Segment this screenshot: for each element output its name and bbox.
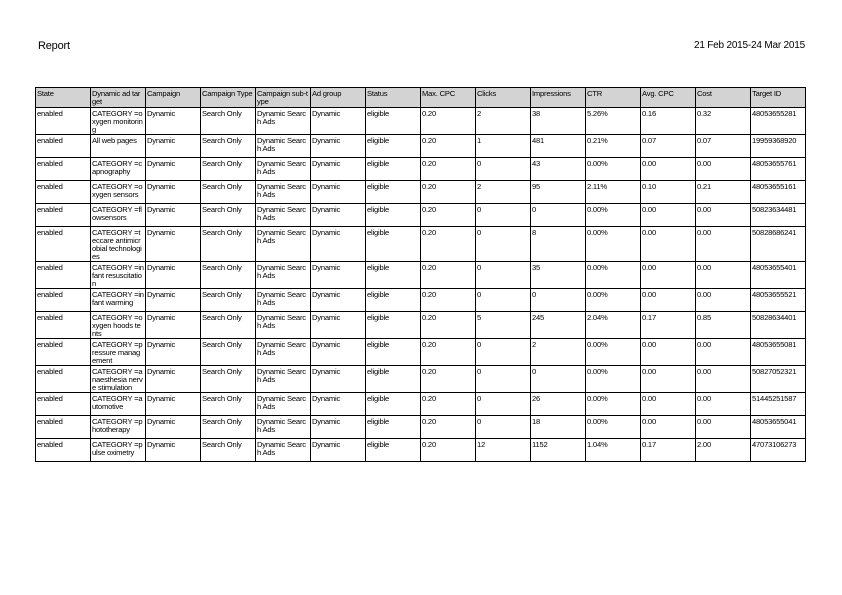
- clicks-cell: 0: [476, 339, 531, 366]
- cost-cell: 2.00: [696, 439, 751, 462]
- ad-group-cell: Dynamic: [311, 416, 366, 439]
- max-cpc-cell: 0.20: [421, 289, 476, 312]
- target-cell: CATEGORY =oxygen sensors: [91, 181, 146, 204]
- ctr-cell: 0.21%: [586, 135, 641, 158]
- state-cell: enabled: [36, 227, 91, 262]
- campaign-cell: Dynamic: [146, 366, 201, 393]
- impressions-cell: 0: [531, 366, 586, 393]
- impressions-cell: 0: [531, 204, 586, 227]
- avg-cpc-cell: 0.10: [641, 181, 696, 204]
- max-cpc-cell: 0.20: [421, 262, 476, 289]
- target-cell: CATEGORY =oxygen hoods tents: [91, 312, 146, 339]
- max-cpc-cell: 0.20: [421, 108, 476, 135]
- clicks-cell: 0: [476, 158, 531, 181]
- campaign-type-cell: Search Only: [201, 393, 256, 416]
- target-cell: CATEGORY =oxygen monitoring: [91, 108, 146, 135]
- avg-cpc-cell: 0.00: [641, 262, 696, 289]
- campaign-subtype-cell: Dynamic Search Ads: [256, 339, 311, 366]
- impressions-cell: 43: [531, 158, 586, 181]
- cost-cell: 0.00: [696, 289, 751, 312]
- column-header: Campaign Type: [201, 88, 256, 108]
- campaign-subtype-cell: Dynamic Search Ads: [256, 393, 311, 416]
- campaign-cell: Dynamic: [146, 108, 201, 135]
- max-cpc-cell: 0.20: [421, 366, 476, 393]
- cost-cell: 0.32: [696, 108, 751, 135]
- target-id-cell: 50827052321: [751, 366, 806, 393]
- state-cell: enabled: [36, 439, 91, 462]
- campaign-type-cell: Search Only: [201, 262, 256, 289]
- target-id-cell: 48053655761: [751, 158, 806, 181]
- table-row: [36, 439, 806, 462]
- column-header: Clicks: [476, 88, 531, 108]
- campaign-type-cell: Search Only: [201, 135, 256, 158]
- target-cell: CATEGORY =flowsensors: [91, 204, 146, 227]
- max-cpc-cell: 0.20: [421, 393, 476, 416]
- ad-group-cell: Dynamic: [311, 181, 366, 204]
- target-cell: CATEGORY =capnography: [91, 158, 146, 181]
- column-header: Avg. CPC: [641, 88, 696, 108]
- campaign-cell: Dynamic: [146, 204, 201, 227]
- ctr-cell: 0.00%: [586, 204, 641, 227]
- campaign-subtype-cell: Dynamic Search Ads: [256, 158, 311, 181]
- ctr-cell: 0.00%: [586, 262, 641, 289]
- impressions-cell: 26: [531, 393, 586, 416]
- target-id-cell: 48053655041: [751, 416, 806, 439]
- target-id-cell: 19959368920: [751, 135, 806, 158]
- clicks-cell: 0: [476, 262, 531, 289]
- campaign-type-cell: Search Only: [201, 108, 256, 135]
- state-cell: enabled: [36, 339, 91, 366]
- campaign-subtype-cell: Dynamic Search Ads: [256, 439, 311, 462]
- campaign-subtype-cell: Dynamic Search Ads: [256, 108, 311, 135]
- ad-group-cell: Dynamic: [311, 158, 366, 181]
- max-cpc-cell: 0.20: [421, 416, 476, 439]
- ad-group-cell: Dynamic: [311, 262, 366, 289]
- table-row: [36, 135, 806, 158]
- target-id-cell: 48053655401: [751, 262, 806, 289]
- target-cell: CATEGORY =phototherapy: [91, 416, 146, 439]
- column-header: Max. CPC: [421, 88, 476, 108]
- campaign-type-cell: Search Only: [201, 227, 256, 262]
- clicks-cell: 2: [476, 181, 531, 204]
- campaign-type-cell: Search Only: [201, 181, 256, 204]
- state-cell: enabled: [36, 204, 91, 227]
- table-row: [36, 204, 806, 227]
- cost-cell: 0.21: [696, 181, 751, 204]
- campaign-subtype-cell: Dynamic Search Ads: [256, 366, 311, 393]
- state-cell: enabled: [36, 262, 91, 289]
- table-row: [36, 416, 806, 439]
- table-row: [36, 366, 806, 393]
- ctr-cell: 0.00%: [586, 416, 641, 439]
- impressions-cell: 18: [531, 416, 586, 439]
- ad-group-cell: Dynamic: [311, 289, 366, 312]
- campaign-type-cell: Search Only: [201, 204, 256, 227]
- table-row: [36, 289, 806, 312]
- campaign-cell: Dynamic: [146, 181, 201, 204]
- ctr-cell: 2.11%: [586, 181, 641, 204]
- status-cell: eligible: [366, 262, 421, 289]
- ad-group-cell: Dynamic: [311, 227, 366, 262]
- state-cell: enabled: [36, 289, 91, 312]
- campaign-cell: Dynamic: [146, 289, 201, 312]
- max-cpc-cell: 0.20: [421, 135, 476, 158]
- column-header: Status: [366, 88, 421, 108]
- impressions-cell: 0: [531, 289, 586, 312]
- ad-group-cell: Dynamic: [311, 339, 366, 366]
- avg-cpc-cell: 0.00: [641, 366, 696, 393]
- clicks-cell: 0: [476, 416, 531, 439]
- avg-cpc-cell: 0.00: [641, 204, 696, 227]
- campaign-subtype-cell: Dynamic Search Ads: [256, 227, 311, 262]
- impressions-cell: 38: [531, 108, 586, 135]
- table-body: [36, 108, 806, 462]
- campaign-type-cell: Search Only: [201, 289, 256, 312]
- table-row: [36, 181, 806, 204]
- max-cpc-cell: 0.20: [421, 439, 476, 462]
- target-id-cell: 50828634401: [751, 312, 806, 339]
- avg-cpc-cell: 0.17: [641, 439, 696, 462]
- avg-cpc-cell: 0.00: [641, 158, 696, 181]
- avg-cpc-cell: 0.17: [641, 312, 696, 339]
- column-header: Target ID: [751, 88, 806, 108]
- status-cell: eligible: [366, 289, 421, 312]
- campaign-subtype-cell: Dynamic Search Ads: [256, 289, 311, 312]
- campaign-subtype-cell: Dynamic Search Ads: [256, 262, 311, 289]
- ctr-cell: 0.00%: [586, 289, 641, 312]
- state-cell: enabled: [36, 158, 91, 181]
- clicks-cell: 2: [476, 108, 531, 135]
- max-cpc-cell: 0.20: [421, 181, 476, 204]
- state-cell: enabled: [36, 312, 91, 339]
- cost-cell: 0.00: [696, 227, 751, 262]
- target-cell: CATEGORY =pressure management: [91, 339, 146, 366]
- cost-cell: 0.00: [696, 393, 751, 416]
- target-id-cell: 50828686241: [751, 227, 806, 262]
- table-row: [36, 393, 806, 416]
- column-header: Impressions: [531, 88, 586, 108]
- status-cell: eligible: [366, 312, 421, 339]
- campaign-type-cell: Search Only: [201, 366, 256, 393]
- table-row: [36, 108, 806, 135]
- campaign-type-cell: Search Only: [201, 312, 256, 339]
- impressions-cell: 8: [531, 227, 586, 262]
- target-id-cell: 48053655281: [751, 108, 806, 135]
- column-header: Dynamic ad target: [91, 88, 146, 108]
- campaign-subtype-cell: Dynamic Search Ads: [256, 204, 311, 227]
- status-cell: eligible: [366, 158, 421, 181]
- clicks-cell: 5: [476, 312, 531, 339]
- campaign-type-cell: Search Only: [201, 416, 256, 439]
- campaign-cell: Dynamic: [146, 135, 201, 158]
- campaign-cell: Dynamic: [146, 312, 201, 339]
- target-cell: CATEGORY =infant resuscitation: [92, 263, 144, 288]
- report-title: Report: [38, 40, 70, 52]
- clicks-cell: 0: [476, 393, 531, 416]
- ad-group-cell: Dynamic: [311, 204, 366, 227]
- impressions-cell: 481: [531, 135, 586, 158]
- ad-group-cell: Dynamic: [311, 135, 366, 158]
- max-cpc-cell: 0.20: [421, 227, 476, 262]
- status-cell: eligible: [366, 181, 421, 204]
- report-table: [35, 87, 806, 462]
- target-cell: CATEGORY =anaesthesia nerve stimulation: [91, 366, 146, 393]
- ctr-cell: 0.00%: [586, 339, 641, 366]
- column-header: Campaign sub-type: [256, 88, 311, 108]
- impressions-cell: 35: [531, 262, 586, 289]
- status-cell: eligible: [366, 135, 421, 158]
- target-id-cell: 51445251587: [751, 393, 806, 416]
- target-cell: All web pages: [91, 135, 146, 158]
- avg-cpc-cell: 0.00: [641, 227, 696, 262]
- target-cell: CATEGORY =pulse oximetry: [91, 439, 146, 462]
- ad-group-cell: Dynamic: [311, 312, 366, 339]
- header-row: [36, 88, 806, 108]
- max-cpc-cell: 0.20: [421, 158, 476, 181]
- cost-cell: 0.00: [696, 339, 751, 366]
- status-cell: eligible: [366, 439, 421, 462]
- clicks-cell: 1: [476, 135, 531, 158]
- table-row: [36, 312, 806, 339]
- state-cell: enabled: [36, 393, 91, 416]
- clicks-cell: 12: [476, 439, 531, 462]
- campaign-subtype-cell: Dynamic Search Ads: [256, 135, 311, 158]
- ctr-cell: 5.26%: [586, 108, 641, 135]
- cost-cell: 0.85: [696, 312, 751, 339]
- column-header: Campaign: [146, 88, 201, 108]
- ctr-cell: 0.00%: [586, 227, 641, 262]
- campaign-cell: Dynamic: [146, 158, 201, 181]
- column-header: Ad group: [311, 88, 366, 108]
- table-row: [36, 227, 806, 262]
- clicks-cell: 0: [476, 289, 531, 312]
- cost-cell: 0.07: [696, 135, 751, 158]
- avg-cpc-cell: 0.07: [641, 135, 696, 158]
- campaign-subtype-cell: Dynamic Search Ads: [256, 181, 311, 204]
- target-id-cell: 50823634481: [751, 204, 806, 227]
- max-cpc-cell: 0.20: [421, 312, 476, 339]
- campaign-cell: Dynamic: [146, 439, 201, 462]
- state-cell: enabled: [36, 135, 91, 158]
- campaign-cell: Dynamic: [146, 393, 201, 416]
- ctr-cell: 0.00%: [586, 393, 641, 416]
- cost-cell: 0.00: [696, 158, 751, 181]
- target-id-cell: 48053655161: [751, 181, 806, 204]
- target-cell: CATEGORY =teccare antimicrobial technologies: [91, 227, 146, 262]
- column-header: State: [36, 88, 91, 108]
- max-cpc-cell: 0.20: [421, 339, 476, 366]
- cost-cell: 0.00: [696, 416, 751, 439]
- report-date-range: 21 Feb 2015-24 Mar 2015: [693, 40, 805, 51]
- campaign-type-cell: Search Only: [201, 439, 256, 462]
- status-cell: eligible: [366, 204, 421, 227]
- target-cell: CATEGORY =infant warming: [91, 289, 146, 312]
- avg-cpc-cell: 0.00: [641, 393, 696, 416]
- campaign-cell: Dynamic: [146, 262, 201, 289]
- state-cell: enabled: [36, 181, 91, 204]
- impressions-cell: 95: [531, 181, 586, 204]
- campaign-subtype-cell: Dynamic Search Ads: [256, 416, 311, 439]
- status-cell: eligible: [366, 366, 421, 393]
- table-row: [36, 158, 806, 181]
- table-header: [36, 88, 806, 108]
- ad-group-cell: Dynamic: [311, 366, 366, 393]
- status-cell: eligible: [366, 339, 421, 366]
- campaign-cell: Dynamic: [146, 227, 201, 262]
- cost-cell: 0.00: [696, 262, 751, 289]
- clicks-cell: 0: [476, 227, 531, 262]
- ctr-cell: 0.00%: [586, 366, 641, 393]
- ctr-cell: 2.04%: [586, 312, 641, 339]
- clicks-cell: 0: [476, 204, 531, 227]
- target-id-cell: 48053655081: [751, 339, 806, 366]
- avg-cpc-cell: 0.16: [641, 108, 696, 135]
- target-cell: CATEGORY =automotive: [91, 393, 146, 416]
- clicks-cell: 0: [476, 366, 531, 393]
- table-row: [36, 339, 806, 366]
- max-cpc-cell: 0.20: [421, 204, 476, 227]
- avg-cpc-cell: 0.00: [641, 339, 696, 366]
- status-cell: eligible: [366, 108, 421, 135]
- state-cell: enabled: [36, 108, 91, 135]
- campaign-subtype-cell: Dynamic Search Ads: [256, 312, 311, 339]
- ad-group-cell: Dynamic: [311, 108, 366, 135]
- impressions-cell: 1152: [531, 439, 586, 462]
- campaign-type-cell: Search Only: [201, 339, 256, 366]
- column-header: Cost: [696, 88, 751, 108]
- target-id-cell: 48053655521: [751, 289, 806, 312]
- avg-cpc-cell: 0.00: [641, 416, 696, 439]
- cost-cell: 0.00: [696, 204, 751, 227]
- ad-group-cell: Dynamic: [311, 439, 366, 462]
- cost-cell: 0.00: [696, 366, 751, 393]
- target-id-cell: 47073106273: [751, 439, 806, 462]
- table-row: [36, 262, 806, 289]
- ctr-cell: 1.04%: [586, 439, 641, 462]
- impressions-cell: 245: [531, 312, 586, 339]
- impressions-cell: 2: [531, 339, 586, 366]
- state-cell: enabled: [36, 416, 91, 439]
- campaign-cell: Dynamic: [146, 339, 201, 366]
- state-cell: enabled: [36, 366, 91, 393]
- ad-group-cell: Dynamic: [311, 393, 366, 416]
- status-cell: eligible: [366, 393, 421, 416]
- campaign-type-cell: Search Only: [201, 158, 256, 181]
- status-cell: eligible: [366, 416, 421, 439]
- ctr-cell: 0.00%: [586, 158, 641, 181]
- column-header: CTR: [586, 88, 641, 108]
- campaign-cell: Dynamic: [146, 416, 201, 439]
- status-cell: eligible: [366, 227, 421, 262]
- avg-cpc-cell: 0.00: [641, 289, 696, 312]
